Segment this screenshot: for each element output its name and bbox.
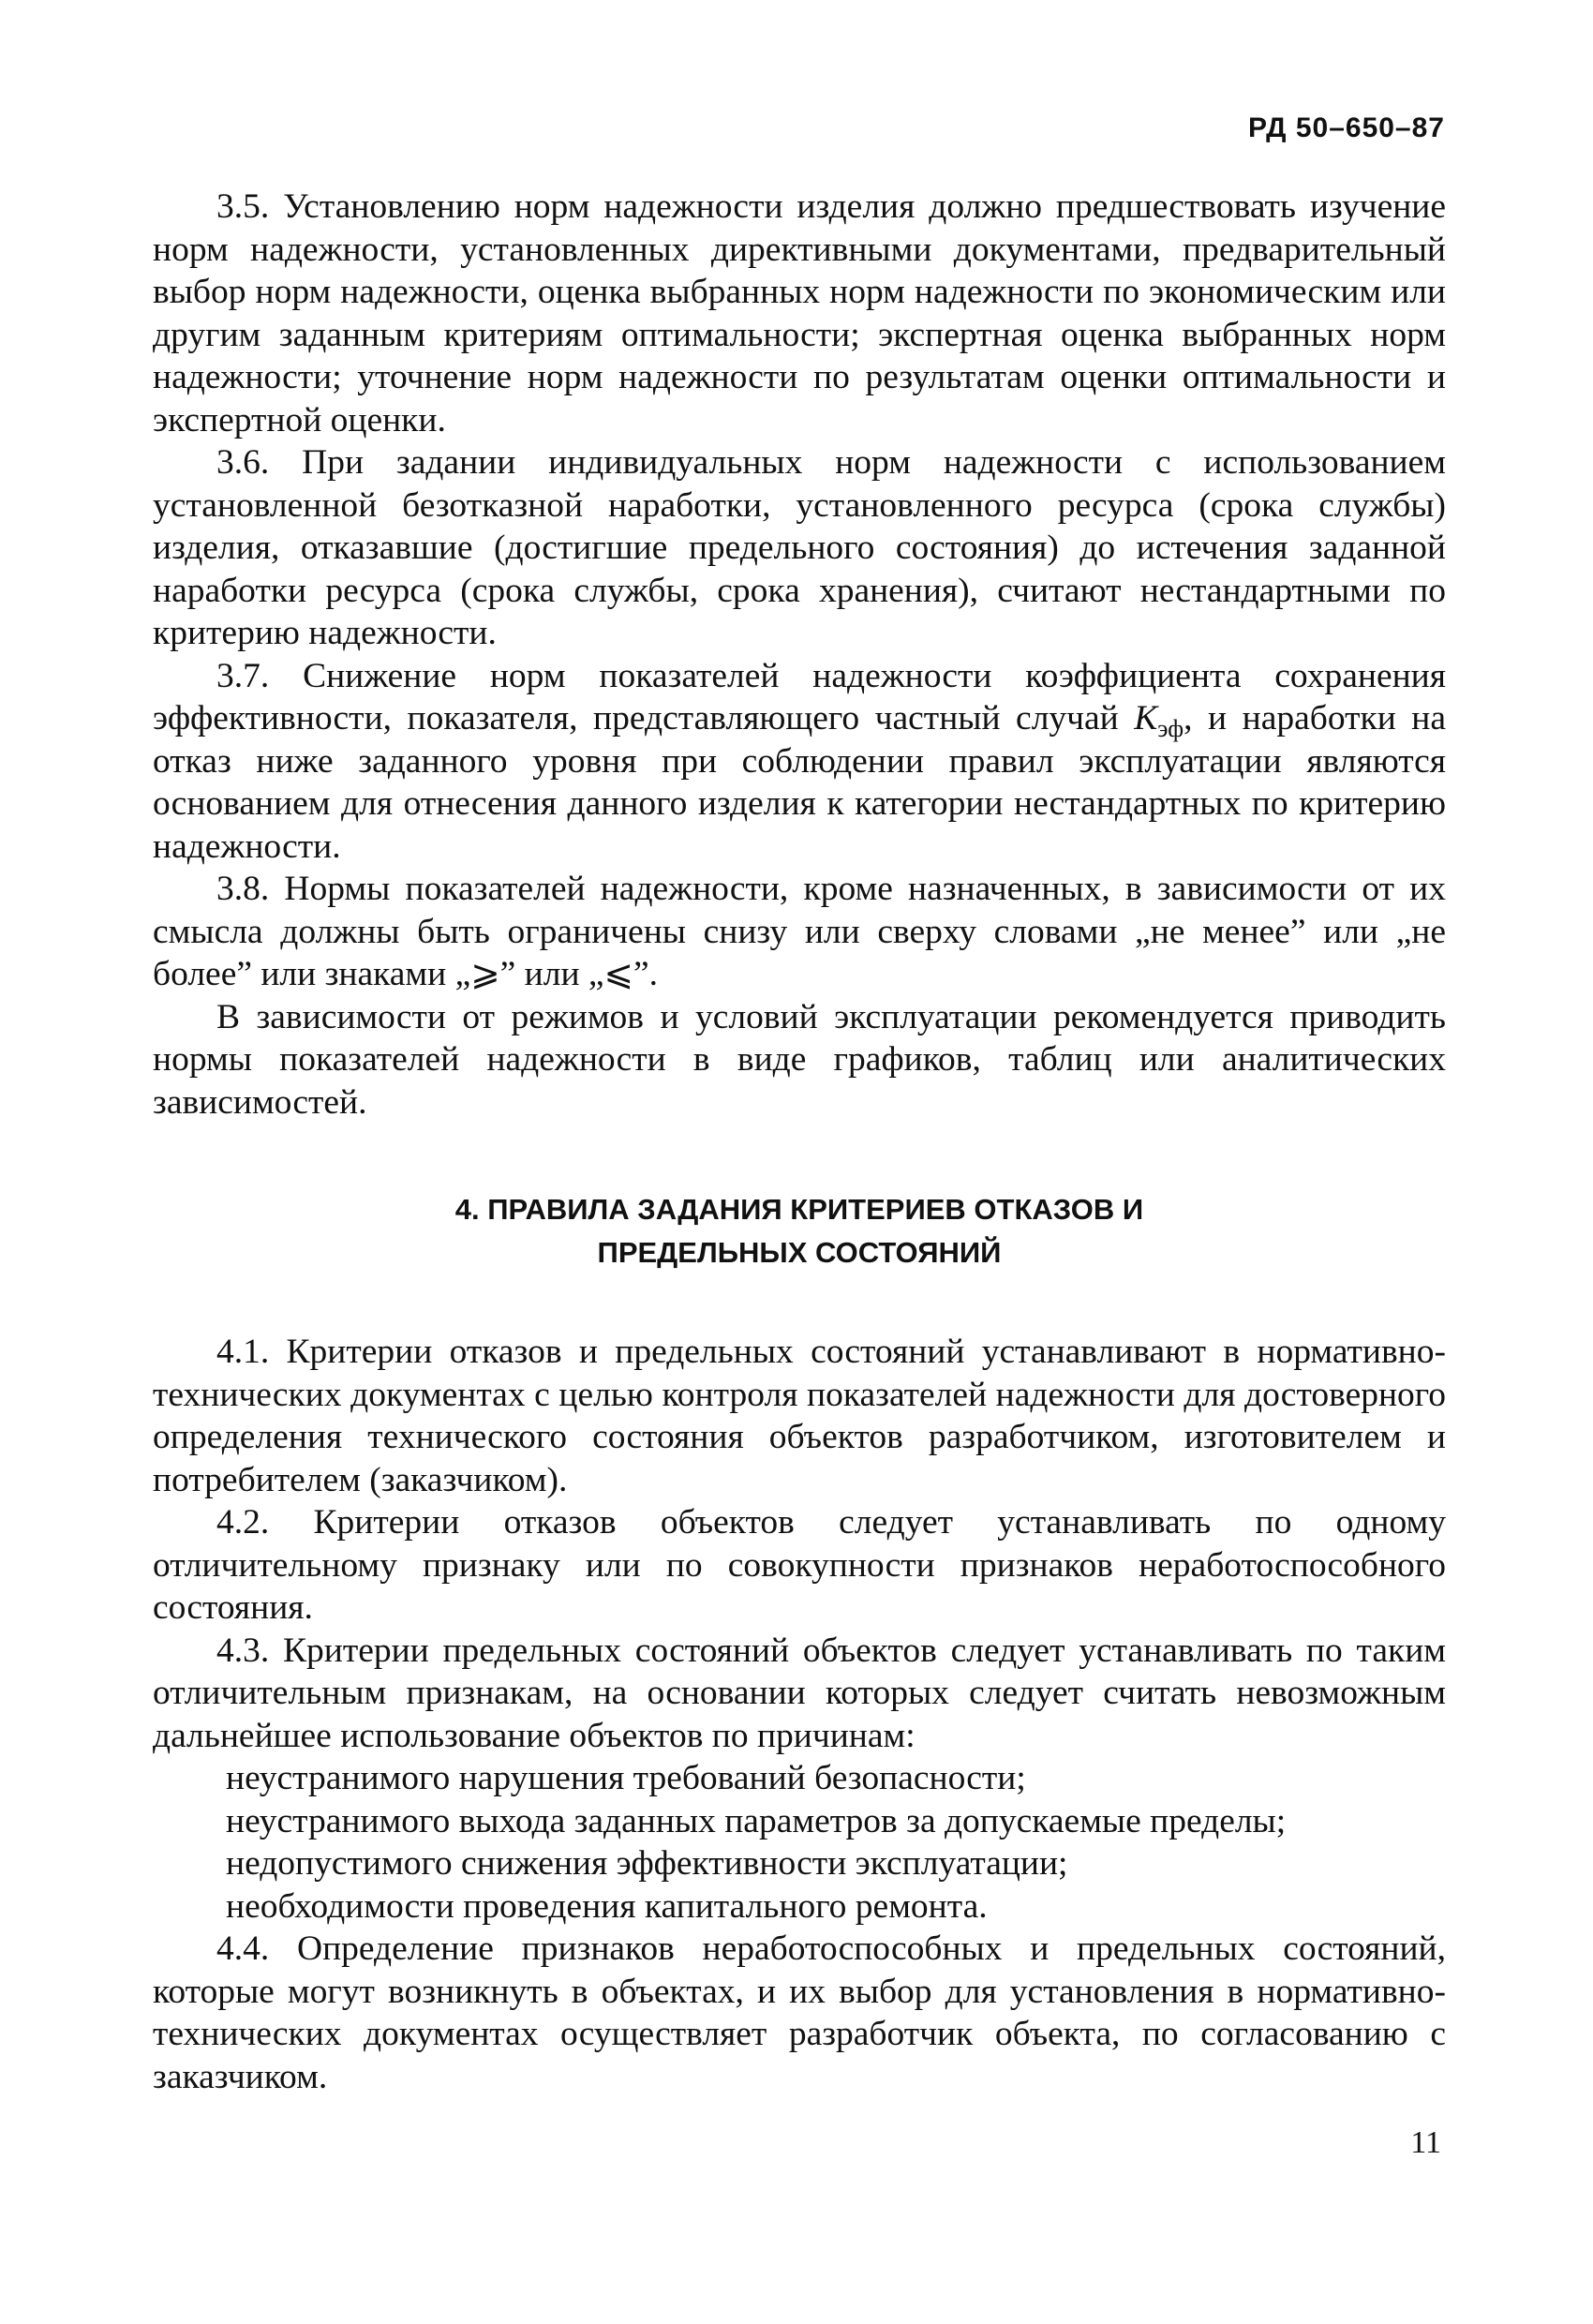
paragraph-3-8-continued: В зависимости от режимов и условий эксплуатации рекомендуется приводить нормы показателей надежности в виде графиков, таблиц или аналитических зависимостей. <box>153 997 1446 1122</box>
list-item: недопустимого снижения эффективности эксплуатации; <box>226 1844 1068 1883</box>
page-number: 11 <box>1410 2125 1441 2160</box>
paragraph-4-2: 4.2. Критерии отказов объектов следует устанавливать по одному отличительному признаку или по совокупности признаков неработоспособного состояния. <box>153 1503 1446 1627</box>
section-4-heading <box>153 1188 1446 1274</box>
paragraph-4-1: 4.1. Критерии отказов и предельных состояний устанавливают в нормативно-технических документах с целью контроля показателей надежности для достоверного определения технического состояния объектов разработчиком, изготовителем и потребителем (заказчиком). <box>153 1333 1446 1499</box>
section-4-heading-line-1: 4. ПРАВИЛА ЗАДАНИЯ КРИТЕРИЕВ ОТКАЗОВ И <box>454 1193 1144 1226</box>
paragraph-3-7-text-start: 3.7. Снижение норм показателей надежности коэффициента сохранения эффективности, показателя, представляющего частный случай <box>153 656 1446 737</box>
paragraph-3-8: 3.8. Нормы показателей надежности, кроме назначенных, в зависимости от их смысла должны быть ограничены снизу или сверху словами „не менее” или „не более” или знаками „⩾” или „⩽”. <box>153 870 1446 993</box>
paragraph-3-7-text-end: , и наработки на отказ ниже заданного уровня при соблюдении правил эксплуатации являются основанием для отнесения данного изделия к категории нестандартных по критерию надежности. <box>153 699 1446 866</box>
section-4-heading-line-2: ПРЕДЕЛЬНЫХ СОСТОЯНИЙ <box>597 1236 1002 1269</box>
k-symbol: K <box>1134 699 1158 737</box>
list-item: неустранимого нарушения требований безопасности; <box>226 1759 1026 1797</box>
paragraph-4-3: 4.3. Критерии предельных состояний объектов следует устанавливать по таким отличительным признакам, на основании которых следует считать невозможным дальнейшее использование объектов по причинам: <box>153 1631 1446 1755</box>
paragraph-3-5: 3.5. Установлению норм надежности изделия должно предшествовать изучение норм надежности, установленных директивными документами, предварительный выбор норм надежности, оценка выбранных норм надежности по экономическим или другим заданным критериям оптимальности; экспертная оценка выбранных норм надежности; уточнение норм надежности по результатам оценки оптимальности и экспертной оценки. <box>153 187 1446 439</box>
paragraph-3-7 <box>153 655 1446 869</box>
section-3-body <box>153 186 1446 1124</box>
paragraph-4-4: 4.4. Определение признаков неработоспособных и предельных состояний, которые могут возникнуть в объектах, и их выбор для установления в нормативно-технических документах осуществляет разработчик объекта, по согласованию с заказчиком. <box>153 1929 1446 2096</box>
list-item: неустранимого выхода заданных параметров за допускаемые пределы; <box>226 1801 1287 1840</box>
document-code: РД 50–650–87 <box>1248 112 1445 143</box>
list-item: необходимости проведения капитального ремонта. <box>226 1886 988 1926</box>
k-subscript: эф <box>1157 715 1184 742</box>
section-4-body <box>153 1331 1446 2098</box>
paragraph-3-6: 3.6. При задании индивидуальных норм надежности с использованием установленной безотказной наработки, установленного ресурса (срока службы) изделия, отказавшие (достигшие предельного состояния) до истечения заданной наработки ресурса (срока службы, срока хранения), считают нестандартными по критерию надежности. <box>153 443 1446 652</box>
